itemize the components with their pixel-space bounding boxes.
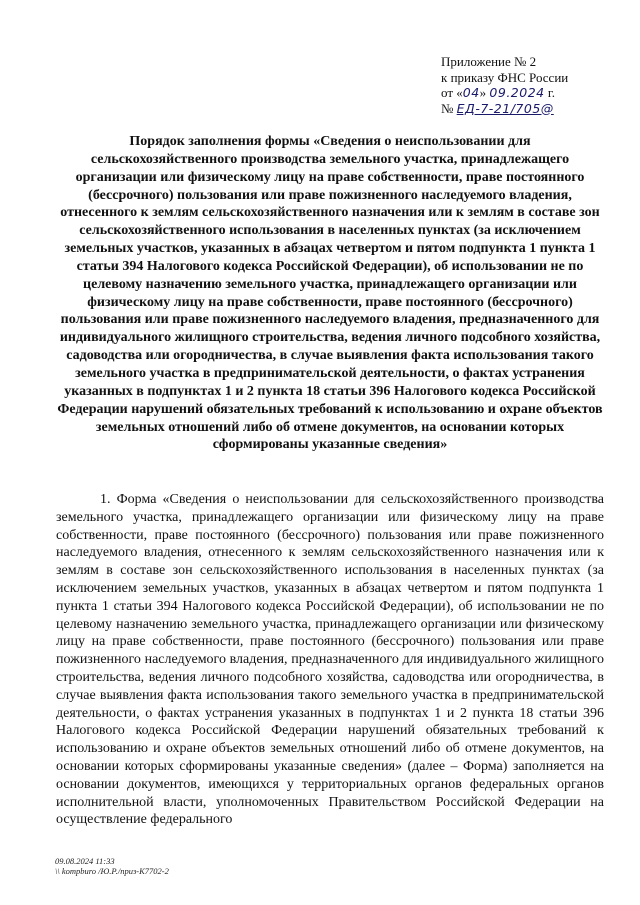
- document-body: [56, 491, 604, 829]
- annex-title: Приложение № 2: [441, 54, 537, 69]
- number-value: ЕД-7-21/705@: [456, 100, 554, 116]
- annex-number: [441, 101, 621, 117]
- number-prefix: №: [441, 100, 457, 116]
- date-suffix: г.: [544, 85, 555, 100]
- date-prefix: от «: [441, 85, 463, 100]
- page-footer: [55, 856, 169, 876]
- annex-stamp: [441, 54, 621, 116]
- paragraph-1: 1. Форма «Сведения о неиспользовании для сельскохозяйственного производства земельного участка, принадлежащего организации или физическому лицу на праве собственности, праве постоянного (бессрочного) пользования или праве пожизненного наследуемого владения, отнесенного к землям сельскохозяйственного назначения или к землям в составе зон сельскохозяйственного использования в населенных пунктах (за исключением земельных участков, указанных в абзацах четвертом и пятом подпункта 1 пункта 1 статьи 394 Налогового кодекса Российской Федерации), об использовании не по целевому назначению земельного участка, принадлежащего организации или физическому лицу на праве собственности, праве постоянного (бессрочного) пользования или праве пожизненного наследуемого владения, предназначенного для индивидуального жилищного строительства, ведения личного подсобного хозяйства, садоводства или огородничества, в случае выявления факта использования такого земельного участка в предпринимательской деятельности, о фактах устранения указанных в подпунктах 1 и 2 пункта 18 статьи 396 Налогового кодекса Российской Федерации нарушений обязательных требований к использованию и охране объектов земельных отношений либо об отмене документов, на основании которых сформированы указанные сведения» (далее – Форма) заполняется на основании документов, имеющихся у территориальных органов федеральных органов исполнительной власти, уполномоченных Правительством Российской Федерации на осуществление федерального: [56, 492, 604, 828]
- footer-file-path: \\ kompburo /Ю.Р./приз-К7702-2: [55, 866, 169, 876]
- annex-order-ref: к приказу ФНС России: [441, 69, 569, 85]
- document-title: Порядок заполнения формы «Сведения о неиспользовании для сельскохозяйственного производства земельного участка, принадлежащего организации или физическому лицу на праве собственности, праве постоянного (бессрочного) пользования или праве пожизненного наследуемого владения, отнесенного к землям сельскохозяйственного назначения или к землям в составе зон сельскохозяйственного использования в населенных пунктах (за исключением земельных участков, указанных в абзацах четвертом и пятом подпункта 1 пункта 1 статьи 394 Налогового кодекса Российской Федерации), об использовании не по целевому назначению земельного участка, принадлежащего организации или физическому лицу на праве собственности, праве постоянного (бессрочного) пользования или праве пожизненного наследуемого владения, предназначенного для индивидуального жилищного строительства, ведения личного подсобного хозяйства, садоводства или огородничества, в случае выявления факта использования такого земельного участка в предпринимательской деятельности, о фактах устранения указанных в подпунктах 1 и 2 пункта 18 статьи 396 Налогового кодекса Российской Федерации нарушений обязательных требований к использованию и охране объектов земельных отношений либо об отмене документов, на основании которых сформированы указанные сведения»: [57, 134, 603, 453]
- date-month-year: 09.2024: [489, 85, 545, 100]
- footer-timestamp: 09.08.2024 11:33: [55, 856, 115, 866]
- date-day: 04: [462, 85, 480, 100]
- annex-date: [441, 85, 621, 101]
- date-mid: »: [479, 85, 490, 100]
